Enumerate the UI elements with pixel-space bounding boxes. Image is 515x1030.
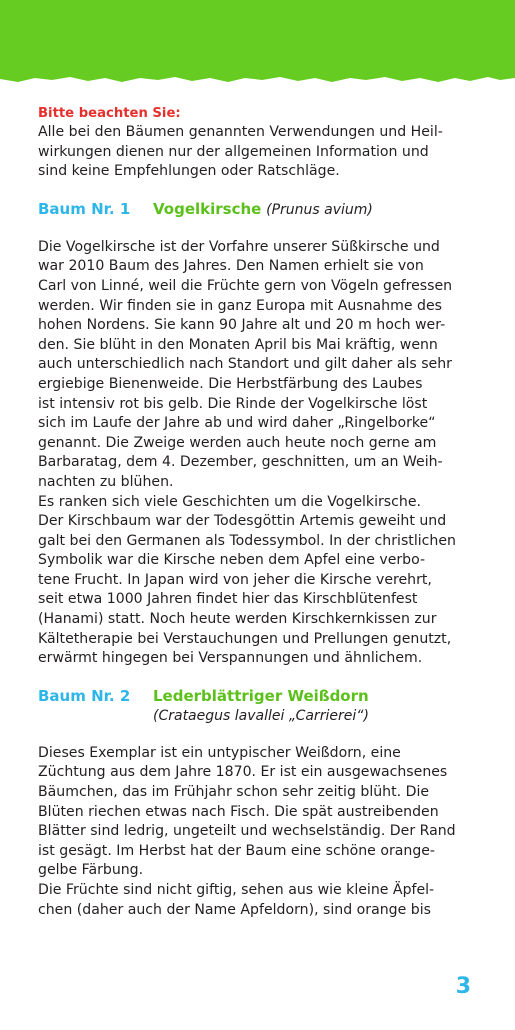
text-line: nachten zu blühen. (38, 473, 174, 490)
tree1-heading (38, 199, 468, 220)
text-line: Blätter sind ledrig, ungeteilt und wechselständig. Der Rand (38, 823, 456, 840)
tree1-description (38, 238, 468, 669)
note-text (38, 123, 468, 182)
text-line: den. Sie blüht in den Monaten April bis Mai kräftig, wenn (38, 336, 438, 353)
tree2-description (38, 744, 468, 920)
tree1-name: Vogelkirsche (153, 199, 262, 218)
tree2-name: Lederblättriger Weißdorn (153, 686, 369, 705)
text-line: chen (daher auch der Name Apfeldorn), sind orange bis (38, 901, 431, 918)
text-line: (Hanami) statt. Noch heute werden Kirschkernkissen zur (38, 611, 437, 628)
top-green-band (0, 0, 515, 86)
text-line: Symbolik war die Kirsche neben dem Apfel eine verbo- (38, 552, 426, 569)
tree2-number: Baum Nr. 2 (38, 686, 131, 705)
green-band-shape (0, 0, 515, 86)
text-line: Der Kirschbaum war der Todesgöttin Artemis geweiht und (38, 513, 447, 530)
text-line: Carl von Linné, weil die Früchte gern von Vögeln gefressen (38, 277, 453, 294)
page-content (38, 104, 468, 920)
tree2-heading (38, 686, 468, 706)
text-line: galt bei den Germanen als Todessymbol. In der christlichen (38, 532, 456, 549)
text-line: ergiebige Bienenweide. Die Herbstfärbung des Laubes (38, 375, 423, 392)
tree1-number: Baum Nr. 1 (38, 199, 131, 218)
text-line: Züchtung aus dem Jahre 1870. Er ist ein ausgewachsenes (38, 764, 448, 781)
text-line: werden. Wir finden sie in ganz Europa mit Ausnahme des (38, 297, 442, 314)
text-line: seit etwa 1000 Jahren findet hier das Kirschblütenfest (38, 591, 418, 608)
text-line: tene Frucht. In Japan wird von jeher die Kirsche verehrt, (38, 571, 432, 588)
text-line: Blüten riechen etwas nach Fisch. Die spät austreibenden (38, 803, 439, 820)
text-line: ist gesägt. Im Herbst hat der Baum eine schöne orange- (38, 842, 436, 859)
text-line: Bäumchen, das im Frühjahr schon sehr zeitig blüht. Die (38, 784, 430, 801)
text-line: Die Früchte sind nicht giftig, sehen aus wie kleine Äpfel- (38, 882, 435, 898)
page-number: 3 (455, 974, 471, 999)
text-line: gelbe Färbung. (38, 862, 144, 879)
text-line: sind keine Empfehlungen oder Ratschläge. (38, 163, 340, 180)
text-line: Barbaratag, dem 4. Dezember, geschnitten, um an Weih- (38, 454, 443, 471)
text-line: genannt. Die Zweige werden auch heute noch gerne am (38, 434, 437, 451)
note-title: Bitte beachten Sie: (38, 106, 181, 121)
text-line: war 2010 Baum des Jahres. Den Namen erhielt sie von (38, 258, 424, 275)
text-line: Kältetherapie bei Verstauchungen und Prellungen genutzt, (38, 630, 452, 647)
tree1-latin-name: (Prunus avium) (266, 201, 373, 218)
text-line: Alle bei den Bäumen genannten Verwendungen und Heil- (38, 124, 443, 140)
text-line: auch unterschiedlich nach Standort und gilt daher als sehr (38, 356, 452, 373)
tree2-latin-name: (Crataegus lavallei „Carrierei“) (153, 707, 369, 724)
text-line: wirkungen dienen nur der allgemeinen Information und (38, 143, 429, 160)
text-line: Die Vogelkirsche ist der Vorfahre unserer Süßkirsche und (38, 238, 440, 255)
text-line: Dieses Exemplar ist ein untypischer Weißdorn, eine (38, 744, 401, 761)
text-line: hohen Nordens. Sie kann 90 Jahre alt und 20 m hoch wer- (38, 317, 446, 334)
note-section (38, 104, 468, 182)
text-line: sich im Laufe der Jahre ab und wird daher „Ringelborke“ (38, 415, 436, 432)
text-line: ist intensiv rot bis gelb. Die Rinde der Vogelkirsche löst (38, 395, 428, 412)
text-line: erwärmt hingegen bei Verspannungen und ähnlichem. (38, 650, 423, 667)
text-line: Es ranken sich viele Geschichten um die Vogelkirsche. (38, 493, 421, 510)
